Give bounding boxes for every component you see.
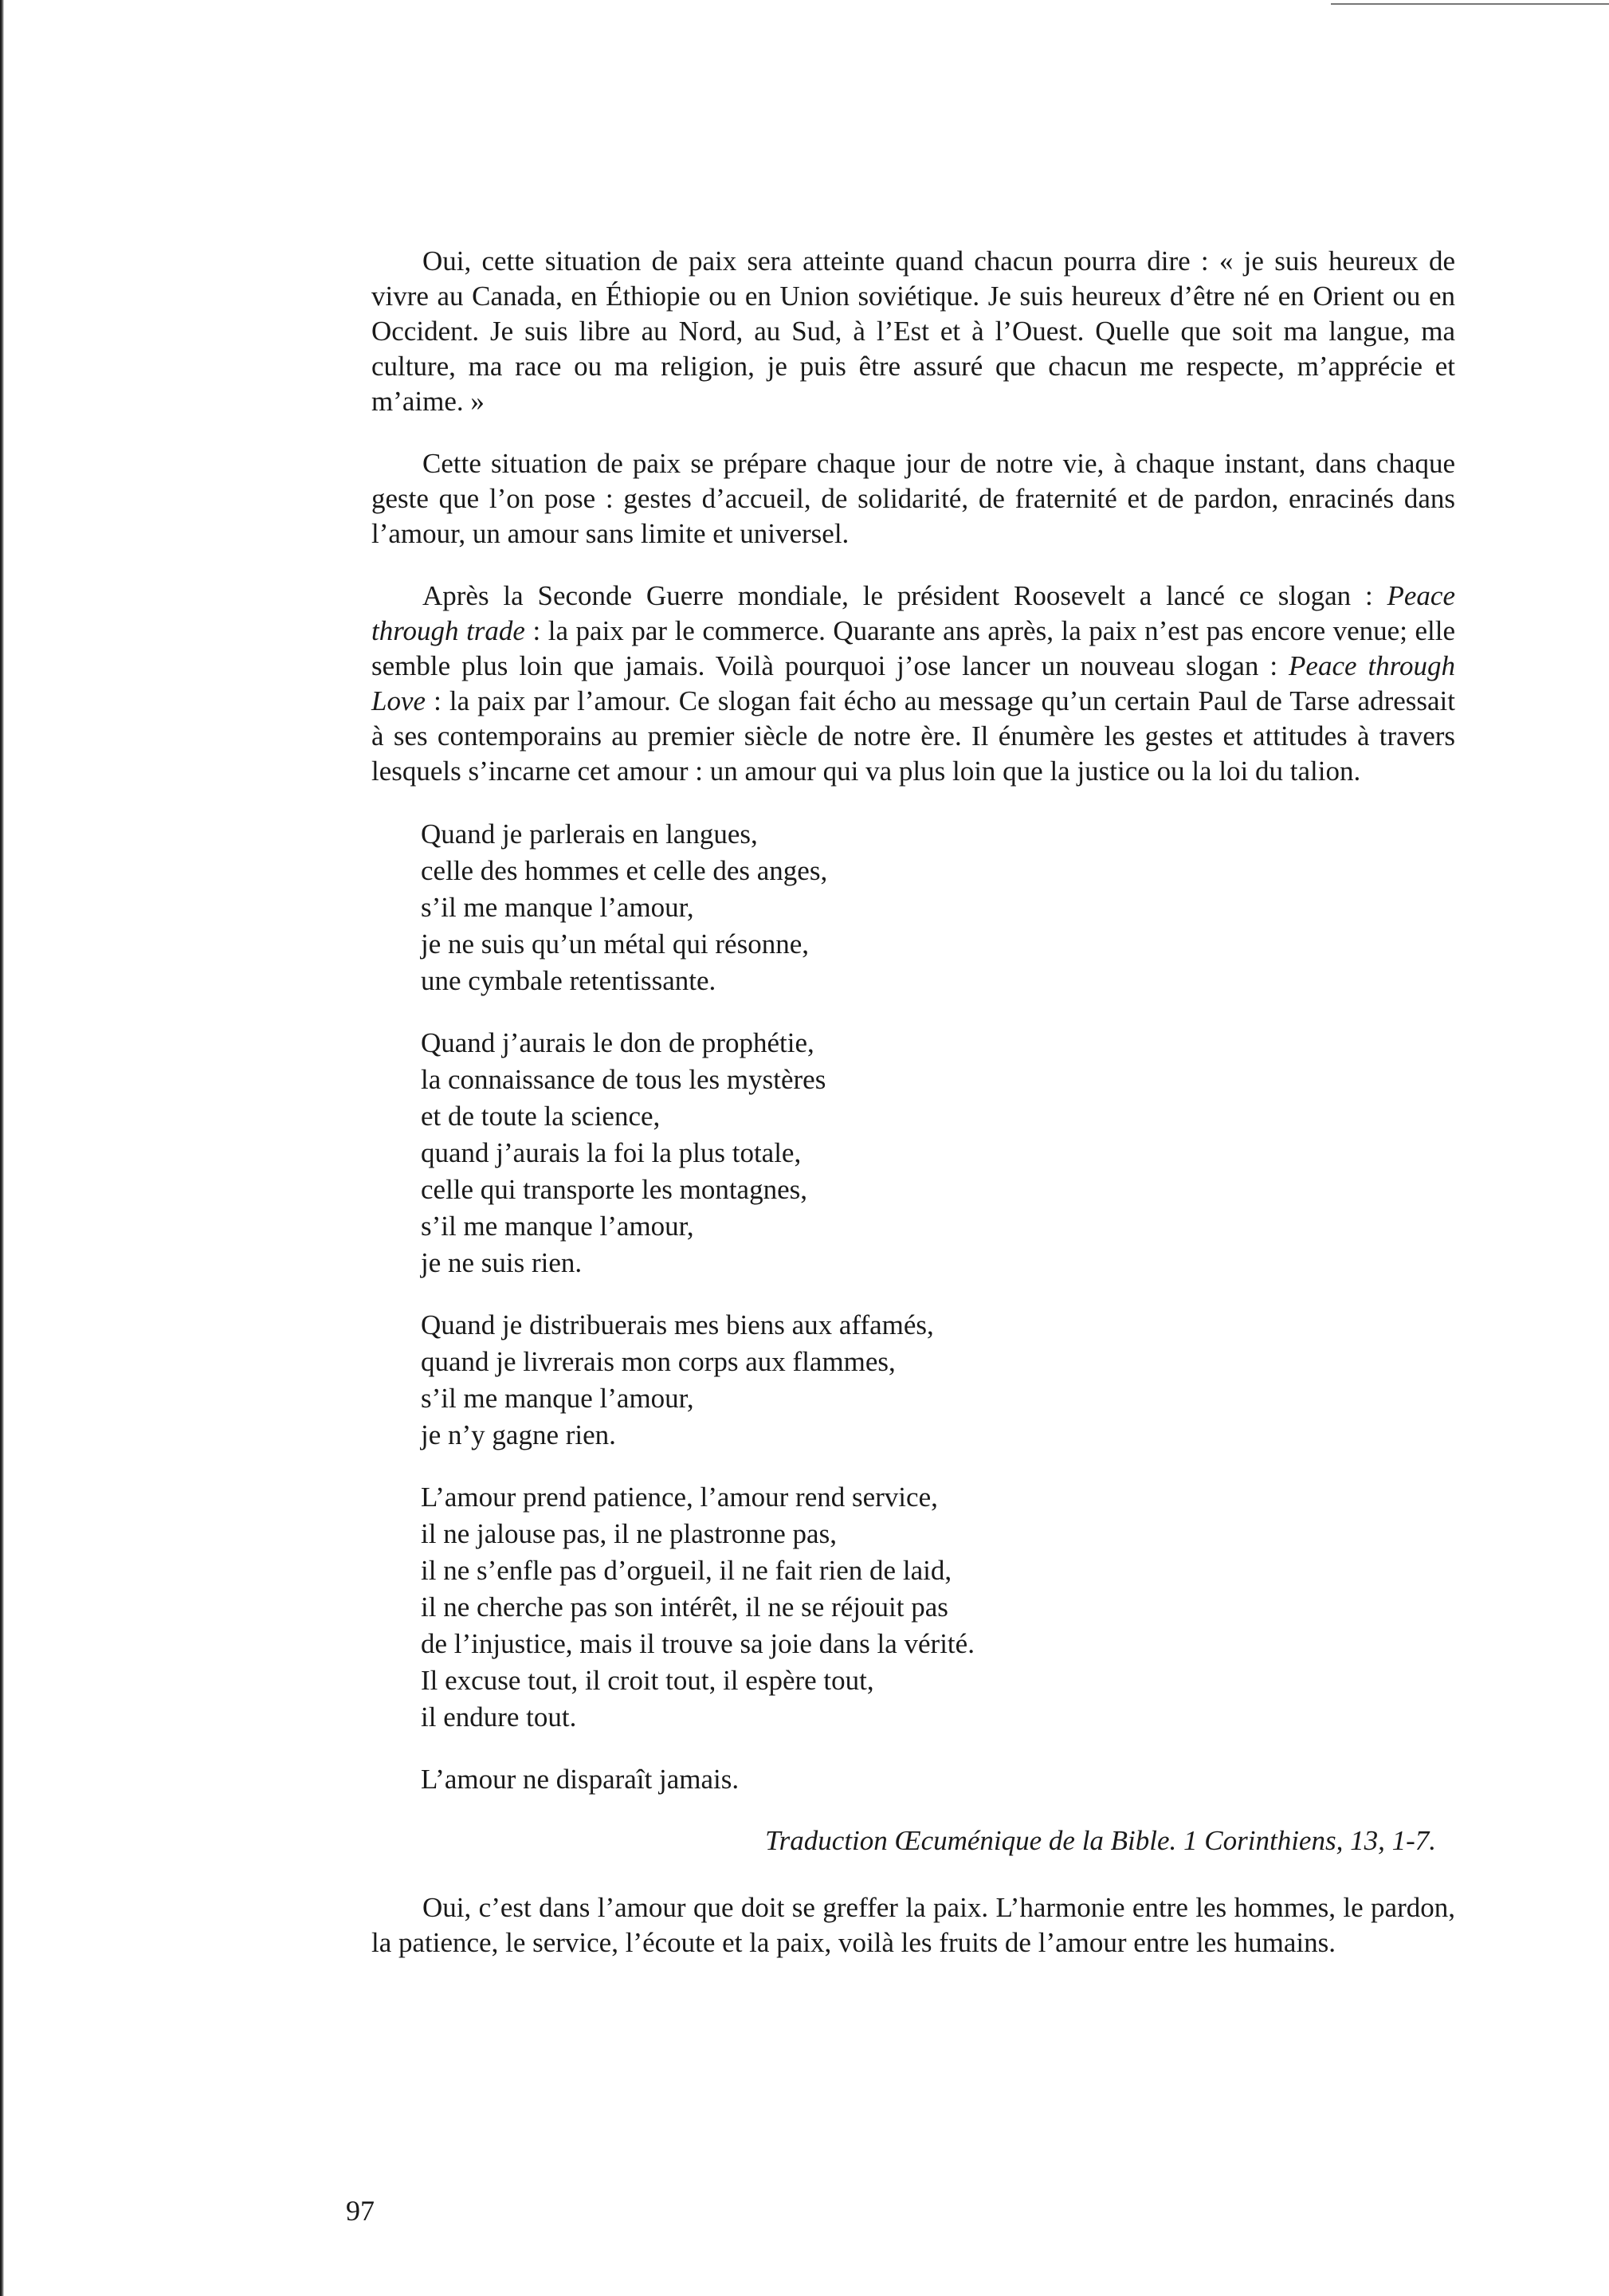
slogan-peace-through-love: Peace through Love	[371, 650, 1456, 716]
poem-line: s’il me manque l’amour,	[421, 1383, 694, 1414]
poem-line: je ne suis qu’un métal qui résonne,	[421, 928, 809, 960]
bible-citation: Traduction Œcuménique de la Bible. 1 Corinthiens, 13, 1-7.	[765, 1825, 1436, 1856]
poem-line: celle qui transporte les montagnes,	[421, 1174, 807, 1205]
scan-top-rule	[1331, 3, 1609, 5]
paragraph-roosevelt-slogan	[371, 579, 1455, 789]
poem-line: s’il me manque l’amour,	[421, 892, 694, 923]
poem-line: il ne cherche pas son intérêt, il ne se réjouit pas	[421, 1592, 948, 1623]
poem-line: L’amour ne disparaît jamais.	[421, 1764, 740, 1795]
poem-line: quand j’aurais la foi la plus totale,	[421, 1137, 802, 1168]
roosevelt-text-1: Après la Seconde Guerre mondiale, le président Roosevelt a lancé ce slogan :	[422, 580, 1387, 611]
poem-line: celle des hommes et celle des anges,	[421, 855, 828, 886]
roosevelt-text-3: : la paix par l’amour. Ce slogan fait écho au message qu’un certain Paul de Tarse adressait à ses contemporains au premier siècle de notre ère. Il énumère les gestes et attitudes à travers lesquels s’incarne cet amour : un amour qui va plus loin que la justice ou la loi du talion.	[371, 685, 1455, 787]
poem-line: je n’y gagne rien.	[421, 1419, 616, 1450]
poem-line: il ne s’enfle pas d’orgueil, il ne fait rien de laid,	[421, 1555, 952, 1586]
poem-line: Quand j’aurais le don de prophétie,	[421, 1027, 814, 1058]
page-body	[371, 244, 1455, 1960]
scan-binding-edge	[0, 0, 4, 2296]
poem-line: une cymbale retentissante.	[421, 965, 716, 996]
poem-line: s’il me manque l’amour,	[421, 1211, 694, 1242]
paragraph-peace-situation: Oui, cette situation de paix sera atteinte quand chacun pourra dire : « je suis heureux de vivre au Canada, en Éthiopie ou en Union soviétique. Je suis heureux d’être né en Orient ou en Occident. Je suis libre au Nord, au Sud, à l’Est et à l’Ouest. Quelle que soit ma langue, ma culture, ma race ou ma religion, je puis être assuré que chacun me respecte, m’apprécie et m’aime. »	[371, 245, 1455, 417]
paragraph-closing: Oui, c’est dans l’amour que doit se greffer la paix. L’harmonie entre les hommes, le pardon, la patience, le service, l’écoute et la paix, voilà les fruits de l’amour entre les humains.	[371, 1892, 1455, 1958]
slogan-peace-through-trade: Peace through trade	[371, 580, 1455, 646]
poem-stanza-4	[421, 1479, 1455, 1736]
poem-line: Il excuse tout, il croit tout, il espère tout,	[421, 1665, 874, 1696]
paragraph-daily-preparation: Cette situation de paix se prépare chaque jour de notre vie, à chaque instant, dans chaque geste que l’on pose : gestes d’accueil, de solidarité, de fraternité et de pardon, enracinés dans l’amour, un amour sans limite et universel.	[371, 448, 1455, 549]
poem-line: de l’injustice, mais il trouve sa joie dans la vérité.	[421, 1628, 975, 1659]
poem-line: Quand je parlerais en langues,	[421, 818, 758, 850]
poem-stanza-3	[421, 1307, 1455, 1454]
poem-stanza-2	[421, 1025, 1455, 1281]
poem-line: quand je livrerais mon corps aux flammes,	[421, 1346, 896, 1377]
poem-corinthians	[421, 816, 1455, 1798]
poem-line: il ne jalouse pas, il ne plastronne pas,	[421, 1518, 837, 1549]
poem-stanza-1	[421, 816, 1455, 999]
poem-line: la connaissance de tous les mystères	[421, 1064, 826, 1095]
roosevelt-text-2: : la paix par le commerce. Quarante ans après, la paix n’est pas encore venue; elle semble plus loin que jamais. Voilà pourquoi j’ose lancer un nouveau slogan :	[371, 615, 1455, 681]
poem-line: et de toute la science,	[421, 1101, 661, 1132]
poem-line: je ne suis rien.	[421, 1247, 583, 1278]
poem-stanza-5	[421, 1761, 1455, 1798]
poem-line: Quand je distribuerais mes biens aux affamés,	[421, 1309, 934, 1340]
poem-line: il endure tout.	[421, 1701, 577, 1733]
poem-line: L’amour prend patience, l’amour rend service,	[421, 1482, 938, 1513]
page-number: 97	[346, 2195, 375, 2227]
